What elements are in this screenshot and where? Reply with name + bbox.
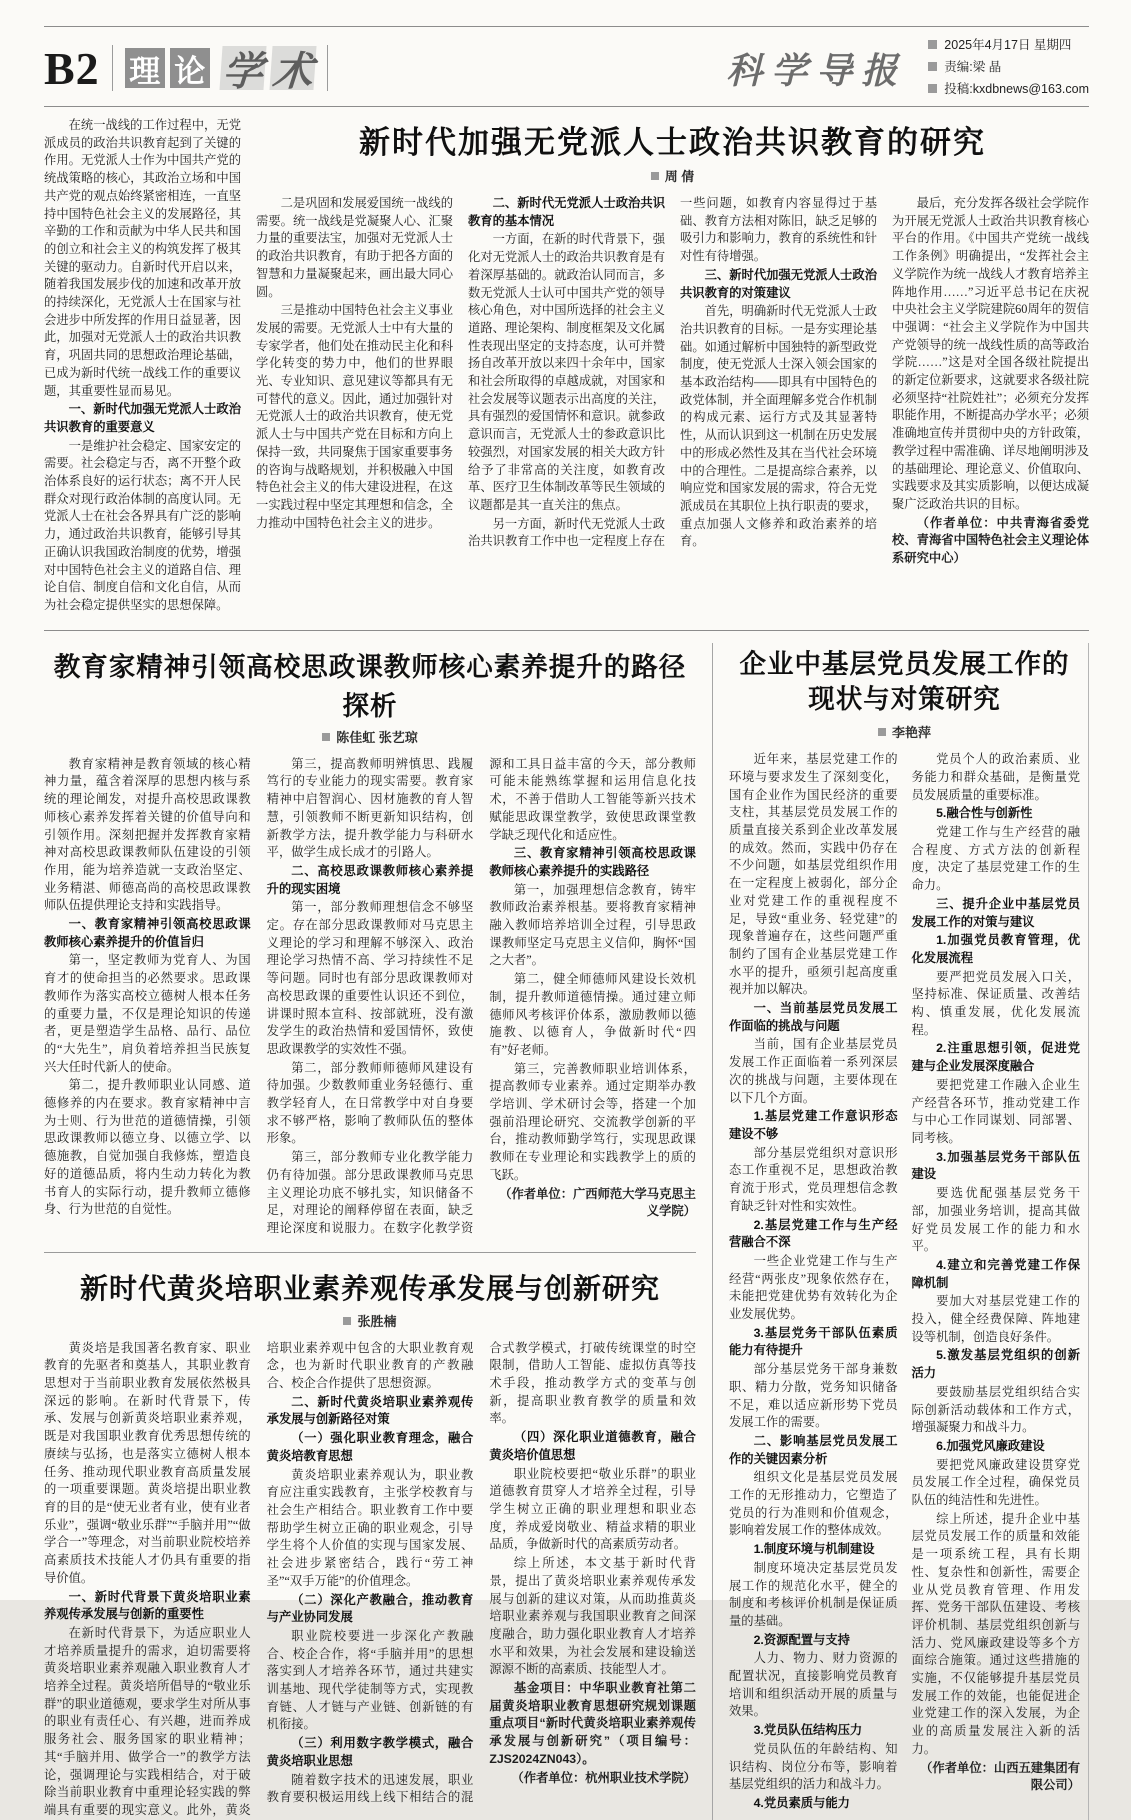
submission-email-line: 投稿:kxdbnews@163.com [928, 79, 1089, 101]
body-paragraph: 第一，部分教师理想信念不够坚定。存在部分思政课教师对马克思主义理论的学习和理解不够深入、政治理论学习热情不高、学习持续性不足等问题。同时也有部分思政课教师对高校思政课的重要性认识还不到位，讲课时照本宣科、按部就班，没有激发学生的政治热情和爱国情怀，致使思政课教学的实效性不强。 [266, 900, 474, 1056]
section-title-char-script: 术 [269, 46, 316, 90]
section-heading: 4.党员素质与能力 [753, 1796, 850, 1810]
body-paragraph: 黄炎培是我国著名教育家、职业教育的先驱者和奠基人，其职业教育思想对于当前职业教育发展依然极具深远的影响。在新时代背景下，传承、发展与创新黄炎培职业素养观，既是对我国职业教育优秀思想传统的赓续与弘扬，也是落实立德树人根本任务、推动现代职业教育高质量发展的一项重要课题。黄炎培提出职业教育的目的是“使无业者有业，使有业者乐业”，强调“敬业乐群”“手脑并用”“做学合一”等理念，对当前职业院校培养高素质技术技能人才仍具有重要的指导价值。 [44, 1340, 251, 1585]
body-paragraph: 要把党风廉政建设贯穿党员发展工作全过程，确保党员队伍的纯洁性和先进性。 [911, 1457, 1080, 1508]
section-heading: 三、新时代加强无党派人士政治共识教育的对策建议 [680, 267, 877, 300]
section-heading: 3.基层党务干部队伍素质能力有待提升 [729, 1325, 898, 1358]
byline: 张胜楠 [44, 1311, 696, 1330]
body-paragraph: 职业院校要把“敬业乐群”的职业道德教育贯穿人才培养全过程，引导学生树立正确的职业理想和职业态度，养成爱岗敬业、精益求精的职业品质，争做新时代的高素质劳动者。 [489, 1466, 696, 1552]
byline: 陈佳虹 张艺琼 [44, 727, 696, 746]
article-lead-column [44, 117, 241, 616]
section-title-char-script: 学 [219, 46, 266, 90]
body-paragraph: 党建工作与生产经营的融合程度、方式方法的创新程度，决定了基层党建工作的生命力。 [911, 825, 1080, 893]
body-paragraph: 首先，明确新时代无党派人士政治共识教育的目标。一是夯实理论基础。如通过解析中国独特的新型政党制度，使无党派人士深入领会国家的基本政治结构——即具有中国特色的政党体制，并全面理解多党合作机制的构成元素、运行方式及其显著特性，从而认识到这一机制在历史发展中的形成必然性及其在当代社会环境中的合理性。二是提高综合素养，以响应党和国家发展的需求，符合无党派成员在其职位上执行职责的要求，重点加强人文修养和政治素养的培育。 [680, 304, 877, 549]
body-paragraph: 要鼓励基层党组织结合实际创新活动载体和工作方式，增强凝聚力和战斗力。 [911, 1384, 1080, 1435]
section-heading: 3.加强基层党务干部队伍建设 [911, 1149, 1080, 1182]
section-heading: 二、高校思政课教师核心素养提升的现实困境 [266, 863, 474, 896]
body-paragraph: 随着数字技术的迅速发展，职业教育要积极运用线上线下相结合的混合式教学模式，打破传统课堂的时空限制，借助人工智能、虚拟仿真等技术手段，推动教学方式的变革与创新，提高职业教育教学的质量和效率。 [266, 1340, 696, 1805]
page-header [44, 36, 1089, 107]
section-heading: （四）深化职业道德教育，融合黄炎培价值思想 [489, 1430, 696, 1462]
section-heading: 一、新时代背景下黄炎培职业素养观传承发展与创新的重要性 [44, 1589, 251, 1622]
section-heading: 1.制度环境与机制建设 [753, 1542, 875, 1557]
body-paragraph: 第三，提高教师明辨慎思、践履笃行的专业能力的现实需要。教育家精神中启智润心、因材施教的育人智慧，引领教师不断更新知识结构，创新教学方法，提升教学能力与科研水平，做学生成长成才的引路人。 [266, 756, 474, 860]
body-paragraph: 要选优配强基层党务干部，加强业务培训，提高其做好党员发展工作的能力和水平。 [911, 1186, 1080, 1254]
body-paragraph: 党员个人的政治素质、业务能力和群众基础，是衡量党员发展质量的重要标准。 [911, 752, 1080, 802]
body-paragraph: 近年来，基层党建工作的环境与要求发生了深刻变化，国有企业作为国民经济的重要支柱，其基层党员发展工作的质量直接关系到企业改革发展的成效。然而，实践中仍存在不少问题，如基层党组织作用在一定程度上被弱化，部分企业对党建工作的重视程度不足，导致“重业务、轻党建”的现象普遍存在，这些问题严重制约了国有企业基层党建工作水平的提升，亟须引起高度重视并加以解决。 [729, 752, 898, 997]
divider [327, 45, 328, 91]
article-body [256, 195, 1089, 568]
section-heading: 2.资源配置与支持 [753, 1632, 850, 1647]
author-affiliation: （作者单位：广西师范大学马克思主义学院） [499, 1186, 696, 1219]
body-paragraph: 党员队伍的年龄结构、知识结构、岗位分布等，影响着基层党组织的活力和战斗力。 [729, 1741, 898, 1792]
byline-square-icon [343, 1317, 351, 1325]
article-party-members [713, 643, 1089, 1820]
fund-project-note: 基金项目：中华职业教育社第二届黄炎培职业教育思想研究规划课题重点项目“新时代黄炎培职业素养观传承发展与创新研究”（项目编号：ZJS2024ZN043）。 [489, 1681, 696, 1766]
section-heading: （二）深化产教融合，推动教育与产业协同发展 [266, 1592, 474, 1625]
body-paragraph: 第三，完善教师职业培训体系，提高教师专业素养。通过定期举办教学培训、学术研讨会等，搭建一个加强前沿理论研究、交流教学创新的平台，推动教师勤学笃行，实现思政课教师在专业理论和实践教学上的质的飞跃。 [489, 1061, 696, 1182]
author-affiliation: （作者单位：杭州职业技术学院） [511, 1770, 696, 1785]
body-paragraph: 黄炎培职业素养观认为，职业教育应注重实践教育，主张学校教育与社会生产相结合。职业教育工作中要帮助学生树立正确的职业观念，引导学生将个人价值的实现与国家发展、社会进步紧密结合，践行“劳工神圣”“双手万能”的价值理念。 [266, 1467, 474, 1588]
section-heading: 2.基层党建工作与生产经营融合不深 [729, 1217, 898, 1250]
body-paragraph: 部分基层党组织对意识形态工作重视不足，思想政治教育流于形式，党员理想信念教育缺乏针对性和实效性。 [729, 1145, 898, 1213]
article-main [256, 117, 1089, 616]
body-paragraph: 要加大对基层党建工作的投入，健全经费保障、阵地建设等机制，创造良好条件。 [911, 1294, 1080, 1344]
section-heading: 2.注重思想引领，促进党建与企业发展深度融合 [911, 1041, 1080, 1074]
issue-info [928, 35, 1089, 101]
section-heading: 一、新时代加强无党派人士政治共识教育的重要意义 [44, 402, 241, 434]
body-paragraph: 另一方面，新时代无党派人士政治共识教育工作中也一定程度上存在一些问题，如教育内容显得过于基础、教育方法相对陈旧，缺乏足够的吸引力和影响力，教育的系统性和针对性有待增强。 [468, 196, 877, 549]
section-heading: 二、新时代无党派人士政治共识教育的基本情况 [468, 196, 665, 228]
section-heading: 3.党员队伍结构压力 [753, 1723, 863, 1738]
body-paragraph: 第一，坚定教师为党育人、为国育才的使命担当的必然要求。思政课教师作为落实高校立德树人根本任务的重要力量，不仅是理论知识的传递者，更是塑造学生品格、品行、品位的“大先生”，肩负着培养担当民族复兴大任时代新人的使命。 [44, 953, 251, 1074]
section-heading: 三、提升企业中基层党员发展工作的对策与建议 [911, 896, 1080, 929]
byline-square-icon [651, 172, 659, 180]
body-paragraph: 部分基层党务干部身兼数职、精力分散，党务知识储备不足，难以适应新形势下党员发展工作的需要。 [729, 1362, 898, 1430]
body-paragraph: 一方面，在新的时代背景下，强化对无党派人士的政治共识教育是有着深厚基础的。就政治认同而言，多数无党派人士认可中国共产党的领导核心角色，对中国所选择的社会主义道路、理论架构、制度框架及文化属性表现出坚定的支持态度，认可并赞扬自改革开放以来四十余年中，国家和社会所取得的卓越成就，对国家和社会发展等议题表示出高度的关注，具有强烈的爱国情怀和意识。就参政意识而言，无党派人士的参政意识比较强烈，对国家发展的相关大政方针给予了非常高的关注度，如教育改革、医疗卫生体制改革等民生领域的议题都是其一直关注的焦点。 [468, 232, 665, 512]
body-paragraph: 二是巩固和发展爱国统一战线的需要。统一战线是党凝聚人心、汇聚力量的重要法宝，加强对无党派人士的政治共识教育，有助于把各方面的智慧和力量凝聚起来，画出最大同心圆。 [256, 196, 453, 299]
top-rule [44, 26, 1089, 27]
section-heading: （三）利用数字教学模式，融合黄炎培职业思想 [266, 1736, 474, 1768]
body-paragraph: 第二，健全师德师风建设长效机制，提升教师道德情操。通过建立师德师风考核评价体系，激励教师以德施教、以德育人，争做新时代“四有”好老师。 [489, 972, 696, 1057]
body-paragraph: 最后，充分发挥各级社会学院作为开展无党派人士政治共识教育核心平台的作用。《中国共产党统一战线工作条例》明确提出，“发挥社会主义学院作为统一战线人才教育培养主阵地作用……”习近平总书记在庆祝中央社会主义学院建院60周年的贺信中强调：“社会主义学院作为中国共产党领导的统一战线性质的高等政治学院……”这是对全国各级社院提出的新定位新要求，这就要求各级社院必须坚持“社院姓社”；必须充分发挥职能作用，不断提高办学水平；必须准确地宣传并贯彻中央的方针政策，教学过程中需准确、详尽地阐明涉及的基础理论、理论意义、价值取向、实践要求及其实质影响，以便达成凝聚广泛政治共识的目标。 [892, 196, 1089, 511]
editor-line: 责编:梁 晶 [928, 57, 1089, 79]
author-affiliation: （作者单位：中共青海省委党校、青海省中国特色社会主义理论体系研究中心） [892, 515, 1089, 566]
body-paragraph: 综上所述，本文基于新时代背景，提出了黄炎培职业素养观传承发展与创新的建议对策，从而助推黄炎培职业素养观与我国职业教育之间深度融合，助力强化职业教育人才培养水平和效果，为社会发展和建设输送源源不断的高素质、技能型人才。 [489, 1556, 696, 1677]
body-paragraph: 在统一战线的工作过程中，无党派成员的政治共识教育起到了关键的作用。无党派人士作为中国共产党的统战策略的核心，其政治立场和中国共产党的观点始终紧密相连，一直坚持中国特色社会主义的发展路径，其辛勤的工作和贡献为中华人民共和国的创立和社会主义的构筑发挥了极其关键的驱动力。自新时代开启以来，随着我国发展步伐的加速和改革开放的持续深化，无党派人士在国家与社会进步中所发挥的作用日益显著，因此，加强对无党派人士的政治共识教育，巩固共同的思想政治理论基础，已成为新时代统一战线工作的重要议题，其重要性显而易见。 [44, 118, 241, 398]
section-heading: （一）强化职业教育理念，融合黄炎培教育思想 [266, 1431, 474, 1463]
body-paragraph: 要严把党员发展入口关，坚持标准、保证质量、改善结构、慎重发展，优化发展流程。 [911, 969, 1080, 1037]
bullet-square-icon [928, 40, 937, 49]
section-heading: 二、新时代黄炎培职业素养观传承发展与创新路径对策 [266, 1394, 474, 1427]
body-paragraph: 当前，国有企业基层党员发展工作正面临着一系列深层次的挑战与问题，主要体现在以下几个方面。 [729, 1037, 898, 1105]
body-paragraph: 一些企业党建工作与生产经营“两张皮”现象依然存在，未能把党建优势有效转化为企业发展优势。 [729, 1253, 898, 1322]
masthead: 科学导报 [726, 50, 907, 91]
section-heading: 一、当前基层党员发展工作面临的挑战与问题 [729, 1001, 898, 1033]
article-body [44, 756, 696, 1238]
lower-region [44, 631, 1089, 1820]
body-paragraph: 人力、物力、财力资源的配置状况，直接影响党员教育培训和组织活动开展的质量与效果。 [729, 1651, 898, 1719]
divider [112, 45, 113, 91]
section-heading: 1.加强党员教育管理，优化发展流程 [911, 933, 1080, 965]
byline: 李艳萍 [729, 722, 1080, 741]
article-educator-spirit [44, 645, 696, 1253]
section-heading: 三、教育家精神引领高校思政课教师核心素养提升的实践路径 [489, 846, 696, 878]
body-paragraph: 三是推动中国特色社会主义事业发展的需要。无党派人士中有大量的专家学者，他们处在推动民主化和科学化转变的势力中，他们的世界眼光、专业知识、意见建议等都具有无可替代的意义。因此，通过加强针对无党派人士的政治共识教育，使无党派人士与中国共产党在目标和方向上保持一致，共同聚焦于国家重要事务的咨询与战略规划，并积极融入中国特色社会主义的伟大建设进程，在这一实践过程中坚定其理想和信念，全力推动中国特色社会主义的进步。 [256, 303, 453, 530]
left-articles [44, 643, 713, 1820]
masthead-block [726, 35, 1089, 101]
article-political-consensus [44, 107, 1089, 631]
body-paragraph: 第一，加强理想信念教育，铸牢教师政治素养根基。要将教育家精神融入教师培养培训全过程，引导思政课教师坚定马克思主义信仰，胸怀“国之大者”。 [489, 882, 696, 968]
section-heading: 6.加强党风廉政建设 [936, 1438, 1045, 1453]
article-huangyanpei [44, 1253, 696, 1820]
body-paragraph: 综上所述，提升企业中基层党员发展工作的质量和效能是一项系统工程，具有长期性、复杂性和创新性，需要企业从党员教育管理、作用发挥、党务干部队伍建设、考核评价机制、基层党组织创新与活力、党风廉政建设等多个方面综合施策。通过这些措施的实施，不仅能够提升基层党员发展工作的效能，也能促进企业党建工作的深入发展，为企业的高质量发展注入新的活力。 [911, 1511, 1080, 1756]
body-paragraph: 教育家精神是教育领域的核心精神力量，蕴含着深厚的思想内核与系统的理论阐发，对提升高校思政课教师核心素养发挥着关键的价值导向和引领作用。深刻把握并发挥教育家精神对高校思政课教师队伍建设的引领作用，能为培养造就一支政治坚定、业务精湛、师德高尚的高校思政课教师队伍提供理论支持和实践指导。 [44, 756, 251, 913]
section-title-char: 论 [170, 48, 210, 88]
body-paragraph: 第二，提升教师职业认同感、道德修养的内在要求。教育家精神中言为士则、行为世范的道德情操，引领思政课教师以德立身、以德立学、以德施教，自觉加强自我修炼，塑造良好的道德品质，将内生动力转化为教书育人的实际行动，提升教师立德修身、行为世范的自觉性。 [44, 1078, 251, 1217]
article-body [44, 1340, 696, 1820]
section-heading: 一、教育家精神引领高校思政课教师核心素养提升的价值旨归 [44, 917, 251, 949]
body-paragraph: 第三，部分教师专业化教学能力仍有待加强。部分思政课教师马克思主义理论功底不够扎实，知识储备不足，对理论的阐释停留在表面，缺乏理论深度和说服力。在数字化教学资源和工具日益丰富的今天，部分教师可能未能熟练掌握和运用信息化技术，不善于借助人工智能等新兴技术赋能思政课堂教学，致使思政课堂教学缺乏现代化和适应性。 [266, 756, 696, 1235]
section-heading: 1.基层党建工作意识形态建设不够 [729, 1109, 898, 1141]
article-title: 教育家精神引领高校思政课教师核心素养提升的路径探析 [53, 651, 687, 721]
section-heading: 5.融合性与创新性 [936, 806, 1033, 821]
body-paragraph: 制度环境决定基层党员发展工作的规范化水平，健全的制度和考核评价机制是保证质量的基础。 [729, 1560, 898, 1628]
bullet-square-icon [928, 84, 937, 93]
byline: 周 倩 [256, 166, 1089, 185]
date-line: 2025年4月17日 星期四 [928, 35, 1089, 57]
section-heading: 5.激发基层党组织的创新活力 [911, 1348, 1080, 1381]
section-heading: 二、影响基层党员发展工作的关键因素分析 [729, 1433, 898, 1466]
section-heading: 4.建立和完善党建工作保障机制 [911, 1257, 1080, 1290]
body-paragraph: 要把党建工作融入企业生产经营各环节，推动党建工作与中心工作同谋划、同部署、同考核。 [911, 1077, 1080, 1145]
body-paragraph: 组织文化是基层党员发展工作的无形推动力，它塑造了党员的行为准则和价值观念，影响着发展工作的整体成效。 [729, 1470, 898, 1538]
byline-square-icon [878, 728, 886, 736]
body-paragraph: 第二，部分教师师德师风建设有待加强。少数教师重业务轻德行、重教学轻育人，在日常教学中对自身要求不够严格，影响了教师队伍的整体形象。 [266, 1060, 474, 1146]
article-title: 新时代加强无党派人士政治共识教育的研究 [359, 125, 986, 160]
section-title-char: 理 [125, 48, 165, 88]
body-paragraph: 一是维护社会稳定、国家安定的需要。社会稳定与否，离不开整个政治体系良好的运行状态；离不开人民群众对现行政治体制的高度认同。无党派人士在社会各界具有广泛的影响力，通过政治共识教育，能够引导其正确认识我国政治制度的优势，增强对中国特色社会主义的道路自信、理论自信、制度自信和文化自信，从而为社会稳定提供坚实的思想保障。 [44, 438, 241, 612]
bullet-square-icon [928, 62, 937, 71]
article-body [729, 751, 1080, 1812]
page-number: B2 [44, 42, 100, 94]
byline-square-icon [322, 733, 330, 741]
body-paragraph: 在新时代背景下，为适应职业人才培养质量提升的需求，迫切需要将黄炎培职业素养观融入职业教育人才培养全过程。黄炎培所倡导的“敬业乐群”的职业道德观，要求学生对所从事的职业有责任心、有兴趣，进而养成服务社会、服务国家的职业精神；其“手脑并用、做学合一”的教学方法论，强调理论与实践相结合，对于破除当前职业教育中重理论轻实践的弊端具有重要的现实意义。此外，黄炎培职业素养观中包含的大职业教育观念，也为新时代职业教育的产教融合、校企合作提供了思想资源。 [44, 1340, 474, 1817]
body-paragraph: 职业院校要进一步深化产教融合、校企合作，将“手脑并用”的思想落实到人才培养各环节，通过共建实训基地、现代学徒制等方式，实现教育链、人才链与产业链、创新链的有机衔接。 [266, 1628, 474, 1732]
author-affiliation: （作者单位：山西五建集团有限公司） [920, 1760, 1080, 1793]
article-title: 企业中基层党员发展工作的 现状与对策研究 [739, 648, 1070, 715]
article-title: 新时代黄炎培职业素养观传承发展与创新研究 [79, 1272, 660, 1304]
section-banner [44, 42, 340, 95]
